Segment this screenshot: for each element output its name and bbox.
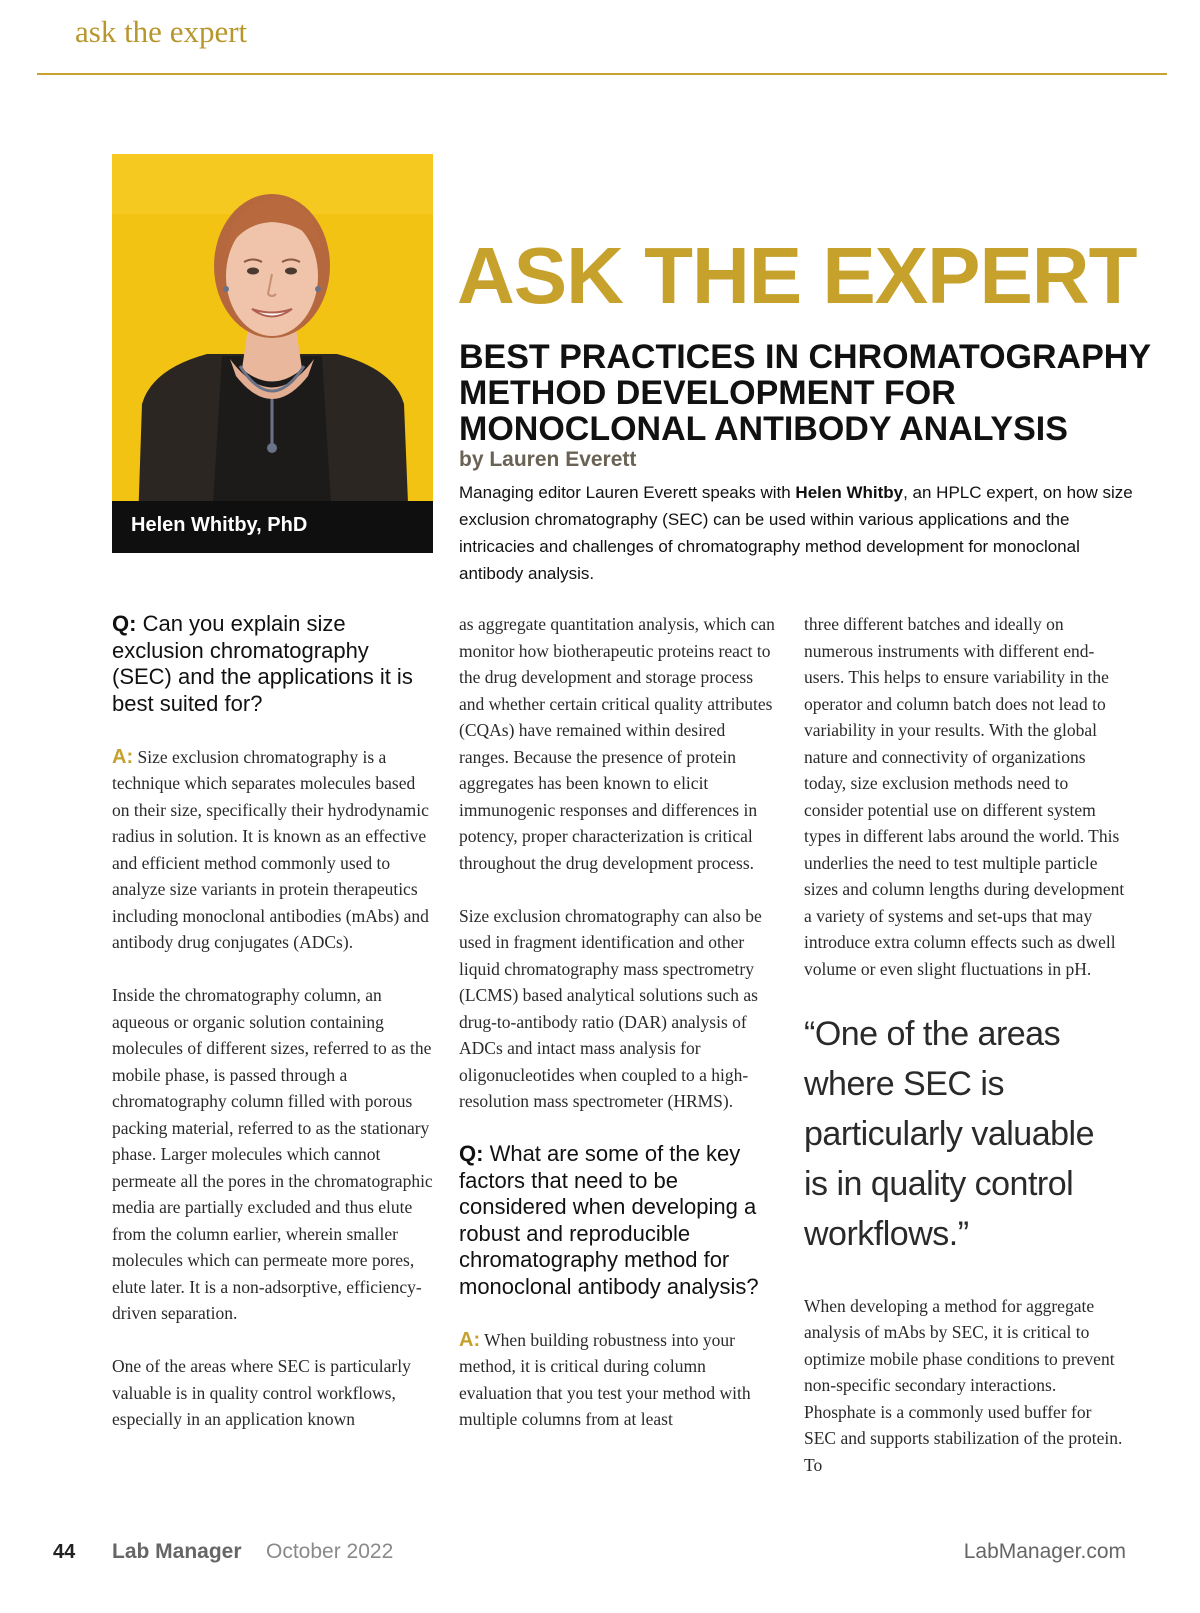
- intro-text-before: Managing editor Lauren Everett speaks with: [459, 483, 796, 502]
- photo-caption: Helen Whitby, PhD: [131, 514, 308, 536]
- pull-quote: “One of the areas where SEC is particularly valuable is in quality control workflows.”: [804, 1014, 1094, 1253]
- body-paragraph: One of the areas where SEC is particularly valuable is in quality control workflows, especially in an application known: [112, 1356, 411, 1429]
- intro-paragraph: [459, 479, 1139, 587]
- body-paragraph: as aggregate quantitation analysis, which can monitor how biotherapeutic proteins react to the drug development and storage process and whether certain critical quality attributes (CQAs) have remained within desired ranges. Because the presence of protein aggregates has been known to elicit immunogenic responses and differences in potency, proper characterization is critical throughout the drug development process.: [459, 614, 775, 873]
- question-text: Can you explain size exclusion chromatography (SEC) and the applications it is best suited for?: [112, 611, 413, 716]
- answer-text: When building robustness into your method, it is critical during column evaluation that you test your method with multiple columns from at least: [459, 1329, 751, 1429]
- question-marker: Q:: [459, 1141, 484, 1166]
- page-number: 44: [53, 1541, 76, 1563]
- body-paragraph: When developing a method for aggregate analysis of mAbs by SEC, it is critical to optimize mobile phase conditions to prevent non-specific secondary interactions. Phosphate is a commonly used buffer for SEC and supports stabilization of the protein. To: [804, 1295, 1123, 1475]
- question-marker: Q:: [112, 611, 137, 636]
- expert-photo: [112, 154, 433, 553]
- article-title: BEST PRACTICES IN CHROMATOGRAPHY METHOD DEVELOPMENT FOR MONOCLONAL ANTIBODY ANALYSIS: [459, 338, 1151, 448]
- column-2: [459, 611, 779, 1459]
- column-3: [804, 611, 1126, 1505]
- body-paragraph: Size exclusion chromatography can also be used in fragment identification and other liquid chromatography mass spectrometry (LCMS) based analytical solutions such as drug-to-antibody ratio (DAR) analysis of ADCs and intact mass analysis for oligonucleotides when coupled to a high-resolution mass spectrometer (HRMS).: [459, 905, 762, 1111]
- question-1: [112, 611, 434, 717]
- kicker-title: ASK THE EXPERT: [457, 231, 1137, 320]
- answer-marker: A:: [112, 745, 134, 768]
- photo-caption-bar: [112, 501, 433, 553]
- website-link[interactable]: LabManager.com: [963, 1540, 1126, 1563]
- intro-expert-name: Helen Whitby: [795, 483, 904, 502]
- column-1: [112, 611, 434, 1459]
- question-2: [459, 1141, 779, 1300]
- header-divider: [37, 73, 1167, 75]
- body-paragraph: three different batches and ideally on numerous instruments with different end-users. This helps to ensure variability in the operator and column batch does not lead to variability in your results. With the global nature and connectivity of organizations today, size exclusion methods need to consider potential use on different system types in different labs around the world. This underlies the need to test multiple particle sizes and column lengths during development a variety of systems and set-ups that may introduce extra column effects such as dwell volume or even slight fluctuations in pH.: [804, 614, 1125, 979]
- section-label: ask the expert: [75, 14, 248, 49]
- portrait-illustration: [112, 154, 433, 553]
- magazine-name: Lab Manager: [112, 1540, 242, 1563]
- answer-text: Size exclusion chromatography is a technique which separates molecules based on their size, specifically their hydrodynamic radius in solution. It is known as an effective and efficient method commonly used to analyze size variants in protein therapeutics including monoclonal antibodies (mAbs) and antibody drug conjugates (ADCs).: [112, 746, 429, 952]
- body-paragraph: Inside the chromatography column, an aqueous or organic solution containing molecules of different sizes, referred to as the mobile phase, is passed through a chromatography column filled with porous packing material, referred to as the stationary phase. Larger molecules which cannot permeate all the pores in the chromatographic media are partially excluded and thus elute from the column earlier, wherein smaller molecules which can permeate more pores, elute later. It is a non-adsorptive, efficiency-driven separation.: [112, 985, 433, 1323]
- intro-text-after: , an HPLC expert, on how size exclusion chromatography (SEC) can be used within various applications and the intricacies and challenges of chromatography method development for monoclonal antibody analysis.: [459, 483, 1133, 583]
- issue-date: October 2022: [266, 1540, 394, 1563]
- answer-2: [459, 1327, 779, 1433]
- answer-1: [112, 744, 434, 956]
- byline: by Lauren Everett: [459, 448, 637, 471]
- question-text: What are some of the key factors that need to be considered when developing a robust and reproducible chromatography method for monoclonal antibody analysis?: [459, 1141, 759, 1299]
- answer-marker: A:: [459, 1328, 481, 1351]
